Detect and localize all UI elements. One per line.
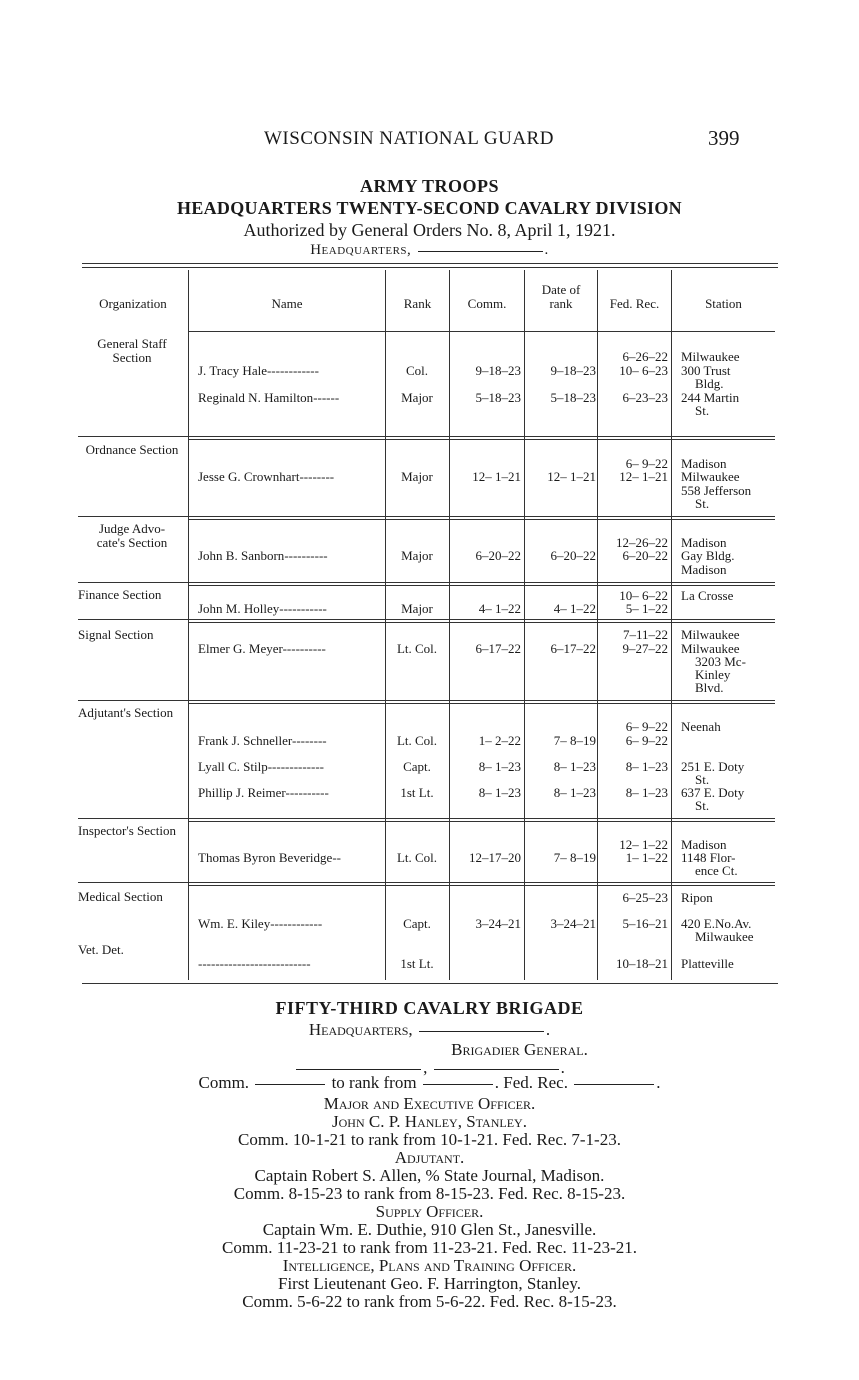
date-of-rank: 9–18–23 (550, 363, 596, 378)
station: ence Ct. (695, 863, 738, 878)
blank-line (418, 250, 543, 252)
station: 558 Jefferson (681, 483, 752, 498)
fed-rec: 10–18–21 (616, 956, 668, 971)
date-of-rank: 8– 1–23 (553, 785, 596, 800)
org-inspector: Inspector's Section (78, 823, 177, 838)
org-judge-advocate: Judge Advo- cate's Section (96, 521, 168, 550)
officer-rank: 1st Lt. (400, 956, 434, 971)
station: Madison (681, 562, 727, 577)
station: 1148 Flor- (681, 850, 736, 865)
station: 300 Trust (681, 363, 731, 378)
officer-name-blank: -------------------------- (198, 956, 311, 971)
fed-rec: 6–26–22 (622, 349, 668, 364)
comm-date: 12– 1–21 (472, 469, 521, 484)
officer-name: Reginald N. Hamilton------ (198, 390, 340, 405)
col-station: Station (705, 296, 742, 311)
date-of-rank: 6–20–22 (550, 548, 596, 563)
comm-date: 9–18–23 (475, 363, 521, 378)
table-top-rule-2 (82, 267, 778, 268)
heading-hq-line: Headquarters, . (310, 242, 549, 258)
station: St. (695, 772, 710, 787)
fed-rec: 6–25–23 (622, 890, 668, 905)
station: 3203 Mc- (695, 654, 746, 669)
supply-comm: Comm. 11-23-21 to rank from 11-23-21. Fed. Rec. 11-23-21. (221, 1238, 637, 1257)
date-of-rank: 5–18–23 (550, 390, 596, 405)
comm-date: 12–17–20 (469, 850, 521, 865)
brigade-general: Brigadier General. (451, 1040, 588, 1059)
station: Neenah (681, 719, 721, 734)
date-of-rank: 6–17–22 (550, 641, 596, 656)
adjutant-name: Captain Robert S. Allen, % State Journal, Madison. (254, 1166, 605, 1185)
station: Kinley (695, 667, 731, 682)
officer-rank: Lt. Col. (396, 641, 438, 656)
brigade-title: FIFTY-THIRD CAVALRY BRIGADE (275, 998, 584, 1018)
comm-date: 3–24–21 (475, 916, 521, 931)
officer-rank: 1st Lt. (400, 785, 434, 800)
station: Milwaukee (681, 469, 740, 484)
officer-rank: Col. (405, 363, 429, 378)
station: Bldg. (695, 376, 724, 391)
station: 244 Martin (681, 390, 740, 405)
fed-rec: 9–27–22 (622, 641, 668, 656)
heading-division: HEADQUARTERS TWENTY-SECOND CAVALRY DIVISION (177, 198, 682, 218)
date-of-rank: 7– 8–19 (553, 733, 596, 748)
station: Madison (681, 456, 727, 471)
officer-name: Jesse G. Crownhart-------- (198, 469, 335, 484)
officer-name: Wm. E. Kiley------------ (198, 916, 323, 931)
fed-rec: 1– 1–22 (625, 850, 668, 865)
date-of-rank: 3–24–21 (550, 916, 596, 931)
date-of-rank: 4– 1–22 (553, 601, 596, 616)
org-finance: Finance Section (78, 587, 162, 602)
fed-rec: 7–11–22 (622, 627, 668, 642)
date-of-rank: 8– 1–23 (553, 759, 596, 774)
comm-date: 8– 1–23 (478, 785, 521, 800)
station: Platteville (681, 956, 734, 971)
officer-rank: Major (401, 548, 433, 563)
officer-rank: Major (401, 601, 433, 616)
major-comm: Comm. 10-1-21 to rank from 10-1-21. Fed. Rec. 7-1-23. (238, 1130, 621, 1149)
fed-rec: 6– 9–22 (625, 456, 668, 471)
col-organization: Organization (99, 296, 167, 311)
fed-rec: 12– 1–21 (619, 469, 668, 484)
brigade-comm-line: Comm. to rank from . Fed. Rec. . (198, 1073, 661, 1092)
fed-rec: 8– 1–23 (625, 785, 668, 800)
hq-label: Headquarters, (310, 242, 412, 258)
officer-rank: Capt. (403, 916, 431, 931)
major-name: John C. P. Hanley, Stanley. (332, 1112, 527, 1131)
station: Milwaukee (681, 349, 740, 364)
station: St. (695, 496, 710, 511)
col-date-of-rank: Date of rank (541, 282, 581, 311)
major-title: Major and Executive Officer. (323, 1094, 536, 1113)
fed-rec: 10– 6–23 (619, 363, 668, 378)
adjutant-title: Adjutant. (394, 1148, 465, 1167)
org-vet-det: Vet. Det. (78, 942, 124, 957)
station: St. (695, 403, 710, 418)
brigade-blank-line: , . (0, 1058, 859, 1078)
officer-name: Elmer G. Meyer---------- (198, 641, 326, 656)
officer-rank: Lt. Col. (396, 733, 438, 748)
station: 420 E.No.Av. (681, 916, 752, 931)
fed-rec: 6–20–22 (622, 548, 668, 563)
officer-rank: Lt. Col. (396, 850, 438, 865)
page-number: 399 (708, 126, 740, 150)
intel-title: Intelligence, Plans and Training Officer. (282, 1256, 577, 1275)
officer-rank: Major (401, 469, 433, 484)
org-medical: Medical Section (78, 889, 163, 904)
supply-name: Captain Wm. E. Duthie, 910 Glen St., Janesville. (262, 1220, 597, 1239)
org-adjutant: Adjutant's Section (78, 705, 174, 720)
comm-date: 6–20–22 (475, 548, 521, 563)
station: Madison (681, 535, 727, 550)
officer-name: Frank J. Schneller-------- (198, 733, 327, 748)
fed-rec: 6–23–23 (622, 390, 668, 405)
col-comm: Comm. (467, 296, 507, 311)
comm-date: 6–17–22 (475, 641, 521, 656)
fed-rec: 10– 6–22 (619, 588, 668, 603)
fed-rec: 8– 1–23 (625, 759, 668, 774)
heading-authorized: Authorized by General Orders No. 8, April 1, 1921. (243, 220, 616, 240)
fed-rec: 12–26–22 (616, 535, 668, 550)
running-head-title: WISCONSIN NATIONAL GUARD (264, 128, 554, 149)
date-of-rank: 7– 8–19 (553, 850, 596, 865)
station: Ripon (681, 890, 713, 905)
comm-date: 4– 1–22 (478, 601, 521, 616)
supply-title: Supply Officer. (375, 1202, 484, 1221)
officer-name: Lyall C. Stilp------------- (198, 759, 324, 774)
adjutant-comm: Comm. 8-15-23 to rank from 8-15-23. Fed. Rec. 8-15-23. (233, 1184, 626, 1203)
fed-rec: 6– 9–22 (625, 733, 668, 748)
comm-date: 8– 1–23 (478, 759, 521, 774)
table-bottom-rule (82, 983, 778, 984)
station: Milwaukee (695, 929, 754, 944)
date-of-rank: 12– 1–21 (547, 469, 596, 484)
station: Madison (681, 837, 727, 852)
org-signal: Signal Section (78, 627, 154, 642)
fed-rec: 6– 9–22 (625, 719, 668, 734)
fed-rec: 5– 1–22 (625, 601, 668, 616)
station: Milwaukee (681, 641, 740, 656)
intel-name: First Lieutenant Geo. F. Harrington, Stanley. (277, 1274, 581, 1293)
intel-comm: Comm. 5-6-22 to rank from 5-6-22. Fed. Rec. 8-15-23. (242, 1292, 617, 1311)
org-ordnance: Ordnance Section (85, 442, 179, 457)
heading-army-troops: ARMY TROOPS (359, 176, 499, 196)
officer-rank: Capt. (403, 759, 431, 774)
officer-name: Thomas Byron Beveridge-- (198, 850, 341, 865)
table-top-rule (82, 263, 778, 264)
comm-date: 5–18–23 (475, 390, 521, 405)
station: St. (695, 798, 710, 813)
station: Blvd. (695, 680, 724, 695)
officer-rank: Major (401, 390, 433, 405)
col-fed-rec: Fed. Rec. (609, 296, 660, 311)
station: La Crosse (681, 588, 734, 603)
station: 251 E. Doty (681, 759, 745, 774)
officer-name: Phillip J. Reimer---------- (198, 785, 329, 800)
running-head (0, 128, 859, 154)
fed-rec: 12– 1–22 (619, 837, 668, 852)
col-name: Name (271, 296, 303, 311)
org-general-staff: General Staff Section (97, 336, 167, 365)
comm-date: 1– 2–22 (478, 733, 521, 748)
fed-rec: 5–16–21 (622, 916, 668, 931)
col-rank: Rank (403, 296, 432, 311)
officer-name: John M. Holley----------- (198, 601, 327, 616)
station: Gay Bldg. (681, 548, 735, 563)
officer-name: John B. Sanborn---------- (198, 548, 328, 563)
officer-name: J. Tracy Hale------------ (198, 363, 319, 378)
station: 637 E. Doty (681, 785, 745, 800)
brigade-hq: Headquarters, . (308, 1020, 551, 1039)
station: Milwaukee (681, 627, 740, 642)
